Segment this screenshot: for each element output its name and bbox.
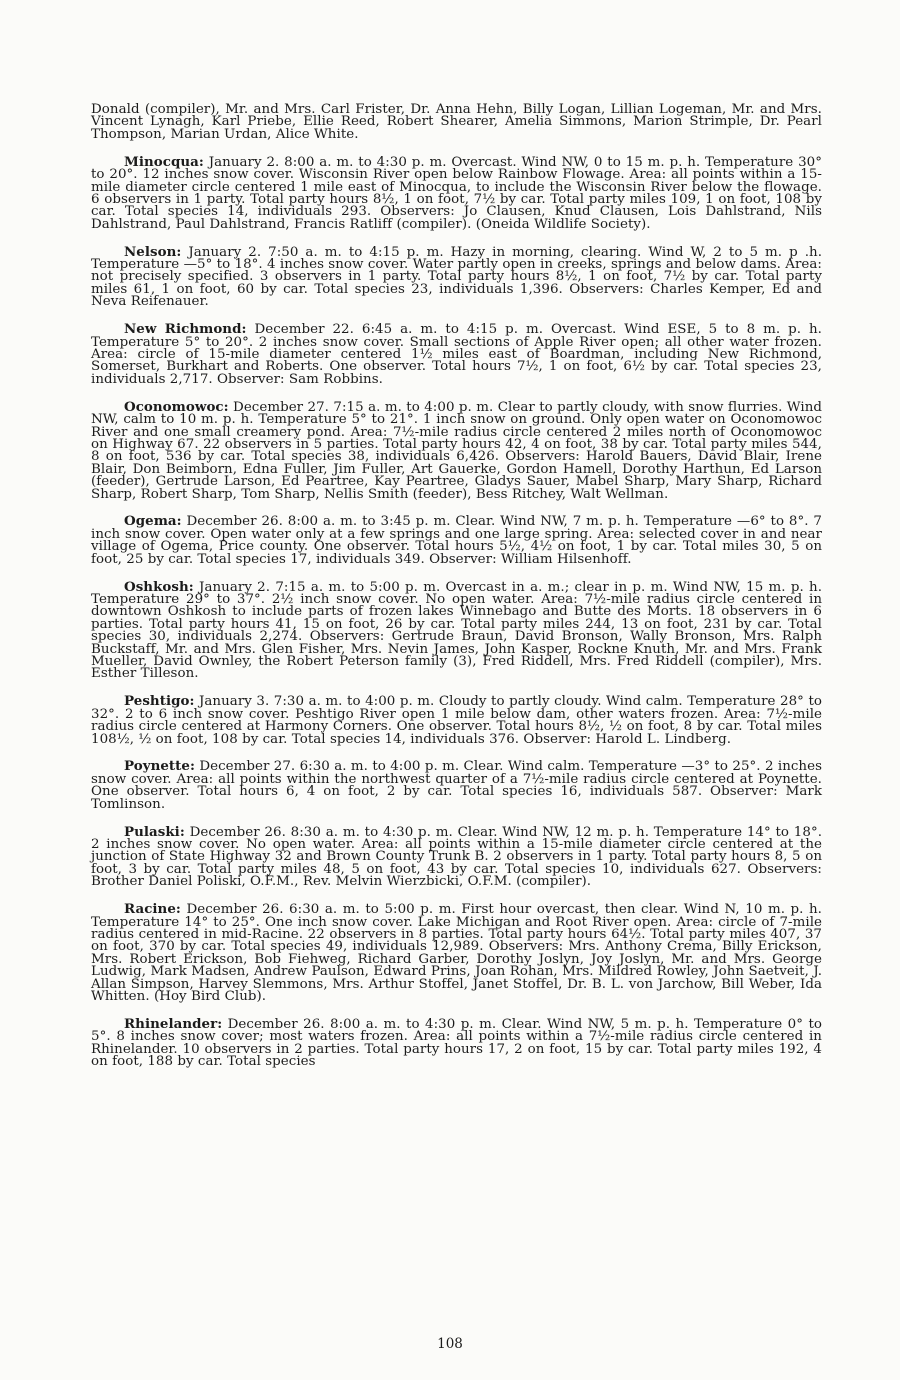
page-number: 108 xyxy=(437,1336,463,1352)
entry-text: January 2. 8:00 a. m. to 4:30 p. m. Overcast. Wind NW, 0 to 15 m. p. h. Temperature 30° to 20°. 12 inches snow cover. Wisconsin River open below Rainbow Flowage. Area: all points within a 15-mile diameter circle centered 1 mile east of Minocqua, to include the Wisconsin River below the flowage. 6 observers in 1 party. Total party hours 8½, 1 on foot, 7½ by car. Total party miles 109, 1 on foot, 108 by car. Total species 14, individuals 293. Observers: Jo Clausen, Knud Clausen, Lois Dahlstrand, Nils Dahlstrand, Paul Dahlstrand, Francis Ratliff (compiler). (Oneida Wildlife Society). xyxy=(91,154,822,232)
count-entry-new-richmond xyxy=(91,323,822,386)
count-entry-minocqua xyxy=(91,153,822,232)
place-name: Racine: xyxy=(124,901,181,918)
count-entry-oshkosh xyxy=(91,578,822,682)
entry-text: January 2. 7:50 a. m. to 4:15 p. m. Hazy in morning, clearing. Wind W, 2 to 5 m. p .h. Temperature —5° to 18°. 4 inches snow cover. Water partly open in creeks, springs and below dams. Area: not precisely specified. 3 observers in 1 party. Total party hours 8½, 1 on foot, 7½ by car. Total party miles 61, 1 on foot, 60 by car. Total species 23, individuals 1,396. Observers: Charles Kemper, Ed and Neva Reifenauer. xyxy=(91,244,822,310)
count-entry-racine xyxy=(91,903,822,1003)
entry-text: December 27. 6:30 a. m. to 4:00 p. m. Clear. Wind calm. Temperature —3° to 25°. 2 inches snow cover. Area: all points within the northwest quarter of a 7½-mile radius circle centered at Poynette. One observer. Total hours 6, 4 on foot, 2 by car. Total species 16, individuals 587. Observer: Mark Tomlinson. xyxy=(91,759,822,812)
entry-text: January 3. 7:30 a. m. to 4:00 p. m. Cloudy to partly cloudy. Wind calm. Temperature 28° to 32°. 2 to 6 inch snow cover. Peshtigo River open 1 mile below dam, other waters frozen. Area: 7½-mile radius circle centered at Harmony Corners. One observer. Total hours 8½, ½ on foot, 8 by car. Total miles 108½, ½ on foot, 108 by car. Total species 14, individuals 376. Observer: Harold L. Lindberg. xyxy=(91,694,822,747)
entry-text: December 26. 6:30 a. m. to 5:00 p. m. First hour overcast, then clear. Wind N, 10 m. p. h. Temperature 14° to 25°. One inch snow cover. Lake Michigan and Root River open. Area: circle of 7-mile radius centered in mid-Racine. 22 observers in 8 parties. Total party hours 64½. Total party miles 407, 37 on foot, 370 by car. Total species 49, individuals 12,989. Observers: Mrs. Anthony Crema, Billy Erickson, Mrs. Robert Erickson, Bob Fiehweg, Richard Garber, Dorothy Joslyn, Joy Joslyn, Mr. and Mrs. George Ludwig, Mark Madsen, Andrew Paulson, Edward Prins, Joan Rohan, Mrs. Mildred Rowley, John Saetveit, J. Allan Simpson, Harvey Slemmons, Mrs. Arthur Stoffel, Janet Stoffel, Dr. B. L. von Jarchow, Bill Weber, Ida Whitten. (Hoy Bird Club). xyxy=(91,902,822,1004)
observer-list-continuation: Donald (compiler), Mr. and Mrs. Carl Frister, Dr. Anna Hehn, Billy Logan, Lillian Logeman, Mr. and Mrs. Vincent Lynagh, Karl Priebe, Ellie Reed, Robert Shearer, Amelia Simmons, Marion Strimple, Dr. Pearl Thompson, Marian Urdan, Alice White. xyxy=(91,102,822,142)
place-name: Peshtigo: xyxy=(124,693,195,710)
count-entry-pulaski xyxy=(91,823,822,890)
place-name: Pulaski: xyxy=(124,823,185,840)
place-name: Minocqua: xyxy=(124,153,204,170)
count-entry-ogema xyxy=(91,515,822,566)
entry-text: January 2. 7:15 a. m. to 5:00 p. m. Overcast in a. m.; clear in p. m. Wind NW, 15 m. p. h. Temperature 29° to 37°. 2½ inch snow cover. No open water. Area: 7½-mile radius circle centered in downtown Oshkosh to include parts of frozen lakes Winnebago and Butte des Morts. 18 observers in 6 parties. Total party hours 41, 15 on foot, 26 by car. Total party miles 244, 13 on foot, 231 by car. Total species 30, individuals 2,274. Observers: Gertrude Braun, David Bronson, Wally Bronson, Mrs. Ralph Buckstaff, Mr. and Mrs. Glen Fisher, Mrs. Nevin James, John Kasper, Rockne Knuth, Mr. and Mrs. Frank Mueller, David Ownley, the Robert Peterson family (3), Fred Riddell, Mrs. Fred Riddell (compiler), Mrs. Esther Tilleson. xyxy=(91,579,822,682)
count-entry-rhinelander xyxy=(91,1015,822,1070)
place-name: Oconomowoc: xyxy=(124,398,229,415)
place-name: Oshkosh: xyxy=(124,578,194,595)
place-name: New Richmond: xyxy=(124,321,247,338)
place-name: Poynette: xyxy=(124,758,195,775)
count-entry-poynette xyxy=(91,760,822,811)
entry-text: December 22. 6:45 a. m. to 4:15 p. m. Overcast. Wind ESE, 5 to 8 m. p. h. Temperature 5° to 20°. 2 inches snow cover. Small sections of Apple River open; all other water frozen. Area: circle of 15-mile diameter centered 1½ miles east of Boardman, including New Richmond, Somerset, Burkhart and Roberts. One observer. Total hours 7½, 1 on foot, 6½ by car. Total species 23, individuals 2,717. Observer: Sam Robbins. xyxy=(91,322,822,387)
entry-text: December 26. 8:00 a. m. to 3:45 p. m. Clear. Wind NW, 7 m. p. h. Temperature —6° to 8°. 7 inch snow cover. Open water only at a few springs and one large spring. Area: selected cover in and near village of Ogema, Price county. One observer. Total hours 5½, 4½ on foot, 1 by car. Total miles 30, 5 on foot, 25 by car. Total species 17, individuals 349. Observer: William Hilsenhoff. xyxy=(91,514,822,567)
place-name: Rhinelander: xyxy=(124,1015,223,1032)
place-name: Nelson: xyxy=(124,243,182,260)
place-name: Ogema: xyxy=(124,513,182,530)
count-entry-peshtigo xyxy=(91,695,822,746)
page-body xyxy=(91,104,822,1083)
count-entry-nelson xyxy=(91,243,822,310)
entry-text: December 27. 7:15 a. m. to 4:00 p. m. Clear to partly cloudy, with snow flurries. Wind NW, calm to 10 m. p. h. Temperature 5° to 21°. 1 inch snow on ground. Only open water on Oconomowoc River and one small creamery pond. Area: 7½-mile radius circle centered 2 miles north of Oconomowoc on Highway 67. 22 observers in 5 parties. Total party hours 42, 4 on foot, 38 by car. Total party miles 544, 8 on foot, 536 by car. Total species 38, individuals 6,426. Observers: Harold Bauers, David Blair, Irene Blair, Don Beimborn, Edna Fuller, Jim Fuller, Art Gauerke, Gordon Hamell, Dorothy Harthun, Ed Larson (feeder), Gertrude Larson, Ed Peartree, Kay Peartree, Gladys Sauer, Mabel Sharp, Mary Sharp, Richard Sharp, Robert Sharp, Tom Sharp, Nellis Smith (feeder), Bess Ritchey, Walt Wellman. xyxy=(91,399,822,502)
count-entry-oconomowoc xyxy=(91,398,822,502)
entry-text: December 26. 8:00 a. m. to 4:30 p. m. Clear. Wind NW, 5 m. p. h. Temperature 0° to 5°. 8 inches snow cover; most waters frozen. Area: all points within a 7½-mile radius circle centered in Rhinelander. 10 observers in 2 parties. Total party hours 17, 2 on foot, 15 by car. Total party miles 192, 4 on foot, 188 by car. Total species xyxy=(91,1016,822,1070)
entry-text: December 26. 8:30 a. m. to 4:30 p. m. Clear. Wind NW, 12 m. p. h. Temperature 14° to 18°. 2 inches snow cover. No open water. Area: all points within a 15-mile diameter circle centered at the junction of State Highway 32 and Brown County Trunk B. 2 observers in 1 party. Total party hours 8, 5 on foot, 3 by car. Total party miles 48, 5 on foot, 43 by car. Total species 10, individuals 627. Observers: Brother Daniel Poliski, O.F.M., Rev. Melvin Wierzbicki, O.F.M. (compiler). xyxy=(91,824,822,890)
